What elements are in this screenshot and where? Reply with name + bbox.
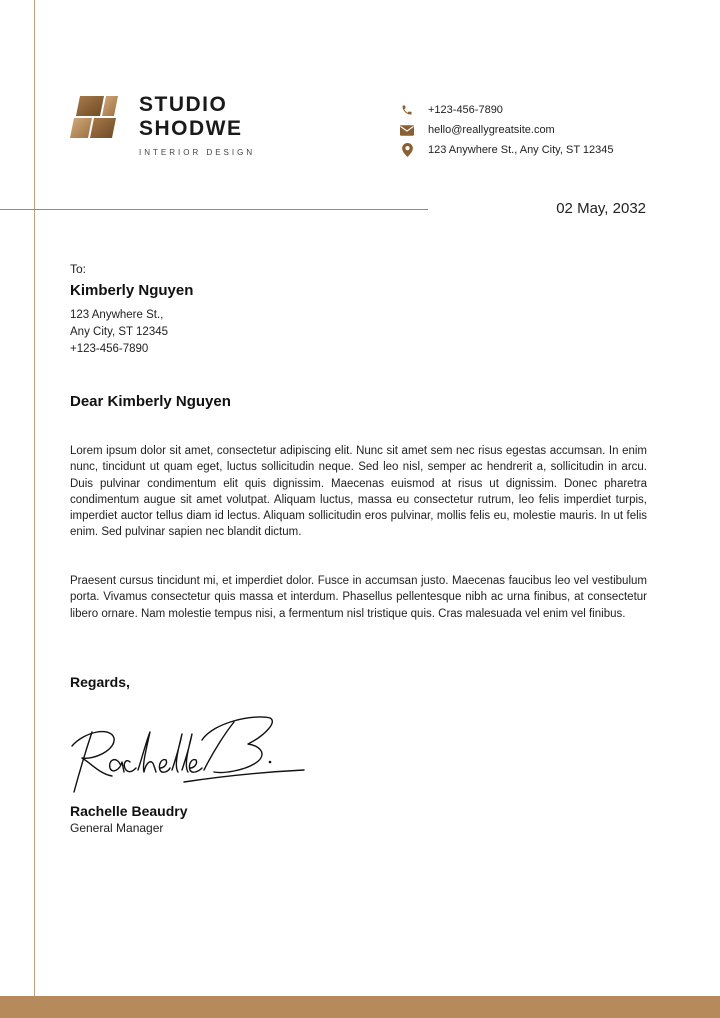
contact-phone: +123-456-7890 (428, 104, 503, 116)
brand-logo-icon (70, 94, 120, 140)
mail-icon (400, 123, 414, 137)
contact-block (400, 100, 613, 160)
contact-address-row (400, 140, 613, 160)
recipient-name: Kimberly Nguyen (70, 282, 194, 299)
location-pin-icon (400, 143, 414, 157)
signer-name: Rachelle Beaudry (70, 803, 188, 819)
brand-name-line1: STUDIO (139, 93, 228, 116)
contact-address: 123 Anywhere St., Any City, ST 12345 (428, 144, 614, 156)
recipient-address-line1: 123 Anywhere St., (70, 309, 164, 321)
header-divider-line (0, 209, 428, 210)
footer-accent-bar (0, 996, 720, 1018)
contact-email: hello@reallygreatsite.com (428, 124, 555, 136)
recipient-label: To: (70, 262, 87, 276)
salutation: Dear Kimberly Nguyen (70, 393, 231, 410)
letter-date: 02 May, 2032 (556, 200, 646, 217)
body-paragraph-1: Lorem ipsum dolor sit amet, consectetur adipiscing elit. Nunc sit amet sem nec risus egestas accumsan. In enim nunc, tincidunt ut quam eget, luctus sollicitudin neque. Sed leo nisl, semper ac hendrerit a, sollicitudin in arcu. Duis pulvinar condimentum elit quis dignissim. Maecenas euismod at risus ut dignissim. Donec pharetra condimentum augue sit amet volutpat. Aliquam luctus, massa eu consectetur rutrum, leo felis imperdiet turpis, imperdiet auctor tellus diam id lectus. Aliquam sollicitudin eros pulvinar, mollis felis eu, molestie mauris. In ut felis enim. Sed pulvinar sapien nec blandit dictum. (70, 445, 647, 539)
body-paragraph-2: Praesent cursus tincidunt mi, et imperdiet dolor. Fusce in accumsan justo. Maecenas faucibus leo vel vestibulum porta. Vivamus consectetur quis massa et interdum. Phasellus pellentesque nibh ac urna finibus, at consectetur libero ornare. Nam molestie tempus nisi, a fermentum nisl tristique quis. Cras malesuada vel enim vel finibus. (70, 575, 647, 620)
signer-title: General Manager (70, 821, 164, 835)
contact-email-row (400, 120, 613, 140)
left-border-line (34, 0, 35, 996)
handwritten-signature (64, 710, 314, 800)
brand-name-line2: SHODWE (139, 117, 243, 140)
contact-phone-row (400, 100, 613, 120)
closing: Regards, (70, 674, 130, 690)
recipient-phone: +123-456-7890 (70, 343, 149, 355)
recipient-address (70, 307, 168, 358)
recipient-address-line2: Any City, ST 12345 (70, 326, 169, 338)
phone-icon (400, 103, 414, 117)
brand-tagline: INTERIOR DESIGN (139, 148, 256, 157)
brand-name (139, 93, 243, 141)
